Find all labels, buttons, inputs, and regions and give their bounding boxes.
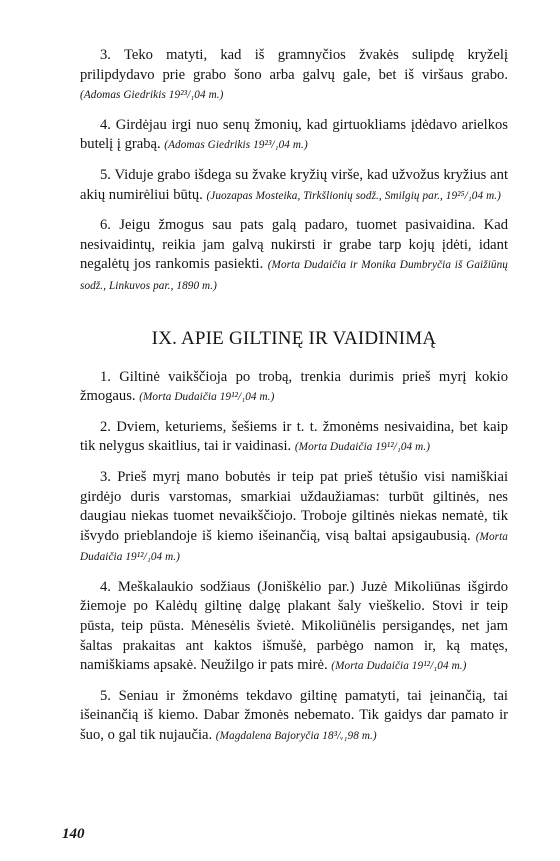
paragraph-item-3: 3. Teko matyti, kad iš gramnyčios žvakės sulipdę kryželį prilipdydavo prie grabo šono arba galvų gale, bet iš viršaus grabo. (Adomas Giedrikis 19²³/₁04 m.) bbox=[80, 47, 508, 102]
source-citation: (Magdalena Bajoryčia 18³/ᵥ₁98 m.) bbox=[215, 730, 377, 743]
source-citation: (Adomas Giedrikis 19²³/₁04 m.) bbox=[80, 89, 224, 102]
source-citation: (Morta Dudaičia 19¹²/₁04 m.) bbox=[294, 441, 431, 454]
page-number: 140 bbox=[62, 826, 85, 842]
paragraph-item-4b: 4. Meškalaukio sodžiaus (Joniškėlio par.) Juzė Mikoliūnas išgirdo žiemoje po Kalėdų giltinę dalgę plakant šaly vieškelio. Stovi ir teip pūsta, teip pūsta. Mėnesėlis švietė. Mikoliūnėlis persigandęs, net jam šaltas prakaitas ant kaktos išmušė, parbėgo namon ir, ką matęs, namiškiams apsakė. Neužilgo ir pats mirė. (Morta Dudaičia 19¹²/₁04 m.) bbox=[80, 578, 508, 674]
source-citation: (Juozapas Mosteika, Tirkšlionių sodž., Smilgių par., 19²⁵/₁04 m.) bbox=[206, 189, 501, 202]
paragraph-item-6: 6. Jeigu žmogus sau pats galą padaro, tuomet pasivaidina. Kad nesivaidintų, reikia jam galvą nukirsti ir grabe tarp kojų įdėti, idant negalėtų jos rankomis pasiekti. (Morta Dudaičia ir Monika Dumbryčia iš Gaižiūnų sodž., Linkuvos par., 1890 m.) bbox=[80, 217, 508, 292]
section-giltine bbox=[80, 368, 508, 747]
source-citation: (Adomas Giedrikis 19²³/₁04 m.) bbox=[164, 139, 308, 152]
paragraph-item-5b: 5. Seniau ir žmonėms tekdavo giltinę pamatyti, tai įeinančią, tai išeinančią iš kiemo. Dabar žmonės nebemato. Tik gaidys dar pamato ir šuo, o gal tik nujaučia. (Magdalena Bajoryčia 18³/ᵥ₁98 m.) bbox=[80, 687, 508, 744]
source-citation: (Morta Dudaičia 19¹²/₁04 m.) bbox=[139, 391, 275, 404]
source-citation: (Morta Dudaičia ir Monika Dumbryčia iš Gaižiūnų sodž., Linkuvos par., 1890 m.) bbox=[80, 259, 508, 292]
source-citation: (Morta Dudaičia 19¹²/₁04 m.) bbox=[80, 530, 508, 564]
paragraph-item-4: 4. Girdėjau irgi nuo senų žmonių, kad girtuokliams įdėdavo arielkos butelį į grabą. (Adomas Giedrikis 19²³/₁04 m.) bbox=[80, 116, 508, 153]
paragraph-item-2: 2. Dviem, keturiems, šešiems ir t. t. žmonėms nesivaidina, bet kaip tik nelygus skaitlius, tai ir vaidinasi. (Morta Dudaičia 19¹²/₁04 m.) bbox=[80, 418, 508, 455]
paragraph-item-1: 1. Giltinė vaikščioja po trobą, trenkia durimis prieš myrį kokio žmogaus. (Morta Dudaičia 19¹²/₁04 m.) bbox=[80, 368, 508, 405]
paragraph-item-5: 5. Viduje grabo išdega su žvake kryžių virše, kad užvožus kryžius ant akių numirėliui būtų. (Juozapas Mosteika, Tirkšlionių sodž., Smilgių par., 19²⁵/₁04 m.) bbox=[80, 166, 508, 203]
paragraph-item-3b: 3. Prieš myrį mano bobutės ir teip pat prieš tėtušio visi namiškiai girdėjo duris varstomas, smarkiai uždaužiamas: turbūt giltinės, nes daugiau niekas tuomet nevaikščiojo. Troboje giltinės niekas nematė, tik išvydo prieblandoje iš kiemo išeinančią, visą baltai apsigaubusią. (Morta Dudaičia 19¹²/₁04 m.) bbox=[80, 468, 508, 564]
section-previous-items bbox=[80, 46, 508, 297]
source-citation: (Morta Dudaičia 19¹²/₁04 m.) bbox=[331, 660, 467, 673]
page-content bbox=[80, 46, 508, 747]
section-heading: IX. APIE GILTINĘ IR VAIDINIMĄ bbox=[151, 327, 437, 349]
